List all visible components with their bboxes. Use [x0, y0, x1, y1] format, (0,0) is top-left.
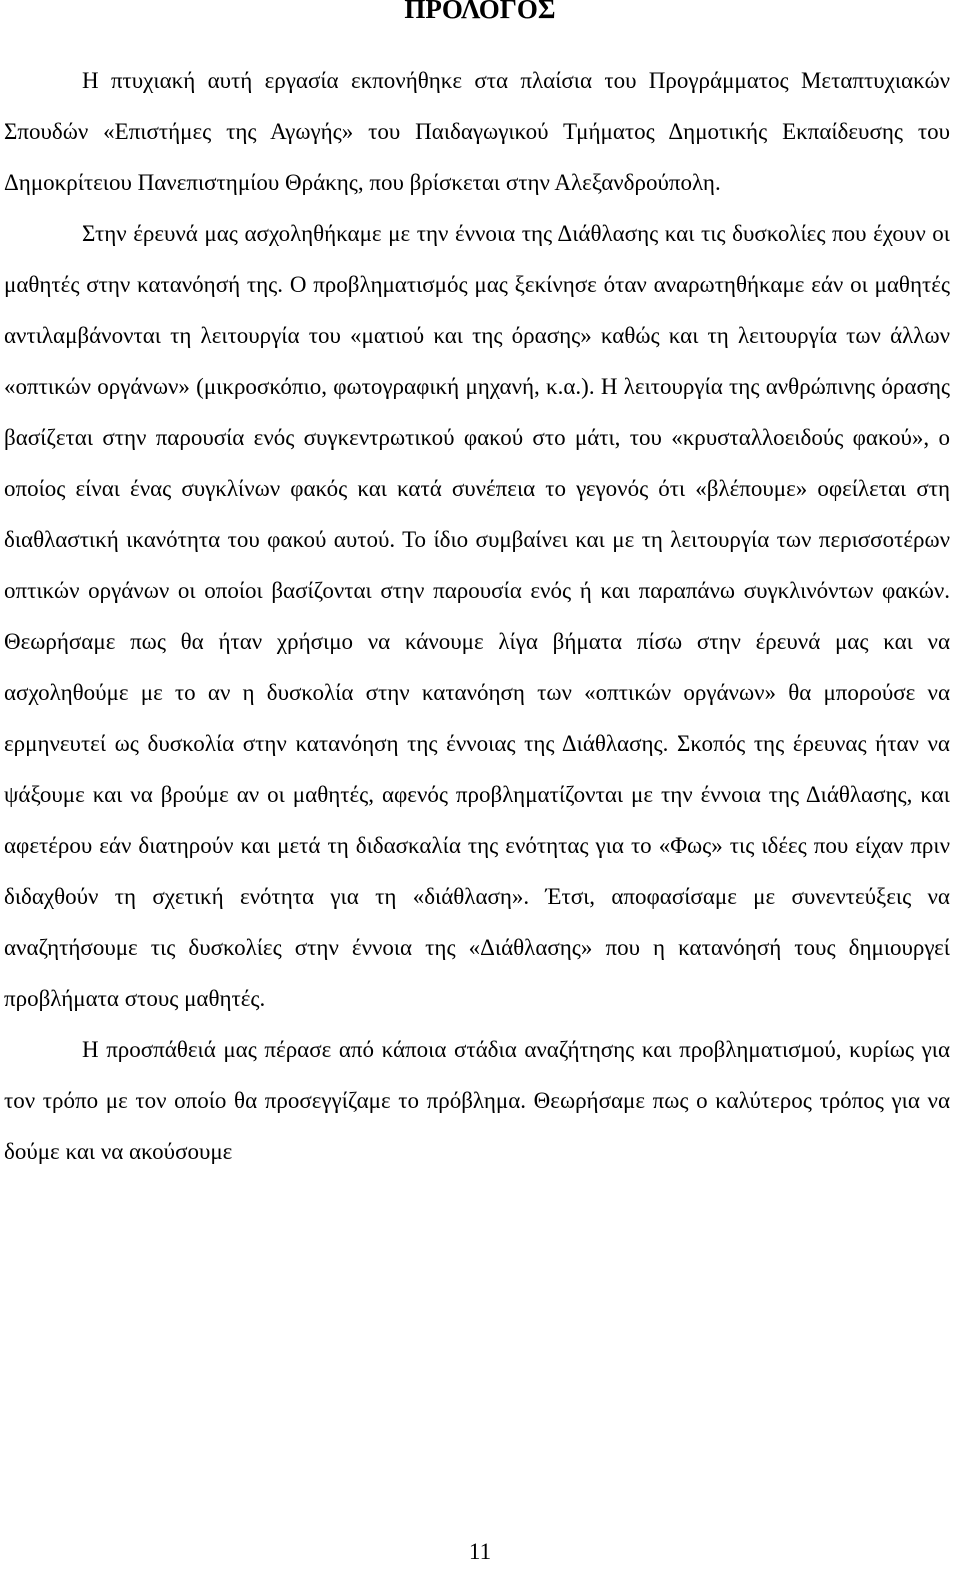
- paragraph-intro: Η πτυχιακή αυτή εργασία εκπονήθηκε στα πλαίσια του Προγράμματος Μεταπτυχιακών Σπουδών «Επιστήμες της Αγωγής» του Παιδαγωγικού Τμήματος Δημοτικής Εκπαίδευσης του Δημοκρίτειου Πανεπιστημίου Θράκης, που βρίσκεται στην Αλεξανδρούπολη.: [4, 68, 950, 195]
- paragraph-effort: Η προσπάθειά μας πέρασε από κάποια στάδια αναζήτησης και προβληματισμού, κυρίως για τον τρόπο με τον οποίο θα προσεγγίζαμε το πρόβλημα. Θεωρήσαμε πως ο καλύτερος τρόπος για να δούμε και να ακούσουμε: [4, 1037, 950, 1164]
- body-text: [4, 55, 950, 1177]
- page-number: 11: [468, 1539, 492, 1564]
- paragraph-research: Στην έρευνά μας ασχοληθήκαμε με την έννοια της Διάθλασης και τις δυσκολίες που έχουν οι μαθητές στην κατανόησή της. Ο προβληματισμός μας ξεκίνησε όταν αναρωτηθήκαμε εάν οι μαθητές αντιλαμβάνονται τη λειτουργία του «ματιού και της όρασης» καθώς και τη λειτουργία των άλλων «οπτικών οργάνων» (μικροσκόπιο, φωτογραφική μηχανή, κ.α.). Η λειτουργία της ανθρώπινης όρασης βασίζεται στην παρουσία ενός συγκεντρωτικού φακού στο μάτι, του «κρυσταλλοειδούς φακού», ο οποίος είναι ένας συγκλίνων φακός και κατά συνέπεια το γεγονός ότι «βλέπουμε» οφείλεται στη διαθλαστική ικανότητα του φακού αυτού. Το ίδιο συμβαίνει και με τη λειτουργία των περισσοτέρων οπτικών οργάνων οι οποίοι βασίζονται στην παρουσία ενός ή και παραπάνω συγκλινόντων φακών. Θεωρήσαμε πως θα ήταν χρήσιμο να κάνουμε λίγα βήματα πίσω στην έρευνά μας και να ασχοληθούμε με το αν η δυσκολία στην κατανόηση των «οπτικών οργάνων» θα μπορούσε να ερμηνευτεί ως δυσκολία στην κατανόηση της έννοιας της Διάθλασης. Σκοπός της έρευνας ήταν να ψάξουμε και να βρούμε αν οι μαθητές, αφενός προβληματίζονται με την έννοια της Διάθλασης, και αφετέρου εάν διατηρούν και μετά τη διδασκαλία της ενότητας για το «Φως» τις ιδέες που είχαν πριν διδαχθούν τη σχετική ενότητα για τη «διάθλαση». Έτσι, αποφασίσαμε με συνεντεύξεις να αναζητήσουμε τις δυσκολίες στην έννοια της «Διάθλασης» που η κατανόησή τους δημιουργεί προβλήματα στους μαθητές.: [4, 221, 950, 1011]
- page-title: ΠΡΟΛΟΓΟΣ: [404, 0, 556, 24]
